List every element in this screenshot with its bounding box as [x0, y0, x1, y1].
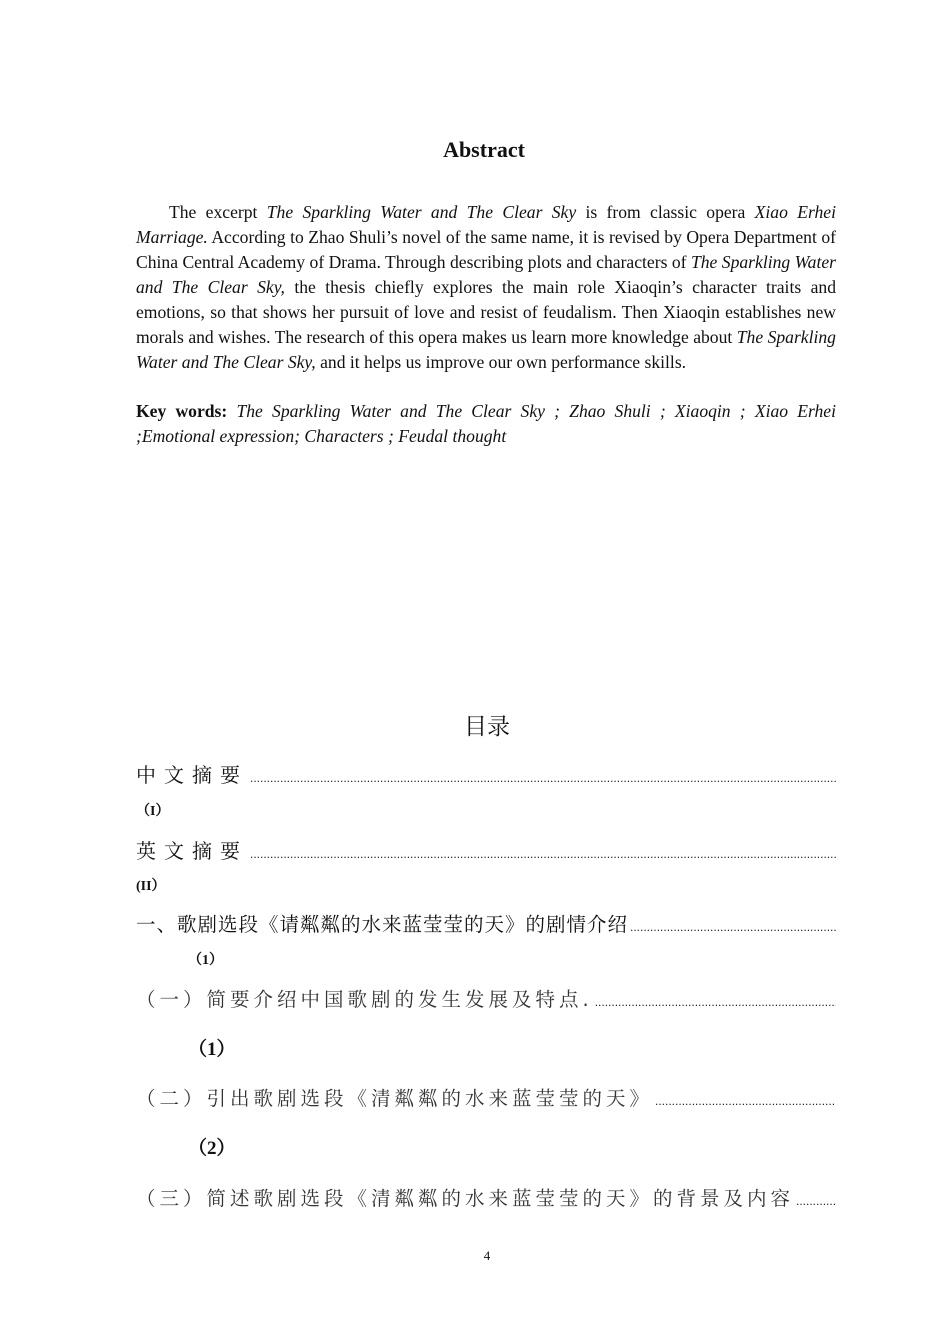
toc-entry-page: （2） — [188, 1138, 236, 1159]
toc-entry[interactable] — [136, 1183, 836, 1211]
toc-entry[interactable] — [136, 1083, 836, 1111]
abstract-title: Abstract — [443, 137, 525, 162]
toc-entry-page: (II） — [136, 879, 166, 894]
abstract-text: According to Zhao Shuli’s novel of the same name, it is revised by Opera Department of China Central Academy of Drama. Through describing plots and characters of — [136, 227, 836, 272]
toc-entry[interactable] — [136, 760, 836, 788]
page-number: 4 — [483, 1248, 491, 1263]
toc-leader-dots — [796, 1195, 836, 1211]
toc-leader-dots — [595, 996, 836, 1012]
abstract-title-ref: The Sparkling Water and The Clear Sky, — [136, 327, 836, 372]
abstract-text: and it helps us improve our own performance skills. — [315, 352, 687, 372]
toc-leader-dots — [250, 772, 836, 788]
abstract-paragraph — [136, 200, 836, 375]
toc-entry-label: （二）引出歌剧选段《清粼粼的水来蓝莹莹的天》 — [136, 1087, 654, 1110]
keywords-text: The Sparkling Water and The Clear Sky ; Zhao Shuli ; Xiaoqin ; Xiao Erhei ;Emotional expression; Characters ; Feudal thought — [136, 401, 836, 446]
toc-entry-label: （一）简要介绍中国歌剧的发生发展及特点. — [136, 988, 593, 1011]
keywords-label: Key words: — [136, 401, 228, 421]
toc-entry-label: （三）简述歌剧选段《清粼粼的水来蓝莹莹的天》的背景及内容 — [136, 1187, 795, 1210]
toc-entry[interactable] — [136, 836, 836, 864]
toc-leader-dots — [655, 1095, 836, 1111]
abstract-title-ref: The Sparkling Water and The Clear Sky — [266, 202, 577, 222]
toc-leader-dots — [250, 848, 836, 864]
abstract-text: The excerpt — [169, 202, 267, 222]
toc-leader-dots — [630, 921, 836, 937]
toc-entry-label: 一、歌剧选段《请粼粼的水来蓝莹莹的天》的剧情介绍 — [136, 913, 629, 936]
toc-entry-page: （1） — [188, 953, 223, 968]
toc-entry-page: （1） — [188, 1039, 236, 1060]
toc-entry[interactable] — [136, 984, 836, 1012]
toc-entry-label: 英文摘要 — [136, 839, 248, 863]
abstract-title-ref: Xiao Erhei Marriage. — [136, 202, 836, 247]
toc-title: 目录 — [464, 714, 510, 740]
abstract-body — [136, 200, 836, 375]
toc-entry-page: （I） — [136, 804, 170, 819]
toc-entry-label: 中文摘要 — [136, 763, 248, 787]
keywords — [136, 399, 836, 449]
toc-entry[interactable] — [136, 909, 836, 937]
abstract-text: the thesis chiefly explores the main role Xiaoqin’s character traits and emotions, so that shows her pursuit of love and resist of feudalism. Then Xiaoqin establishes new morals and wishes. The research of this opera makes us learn more knowledge about — [136, 277, 836, 347]
abstract-text: is from classic opera — [576, 202, 755, 222]
abstract-title-ref: The Sparkling Water and The Clear Sky, — [136, 252, 836, 297]
